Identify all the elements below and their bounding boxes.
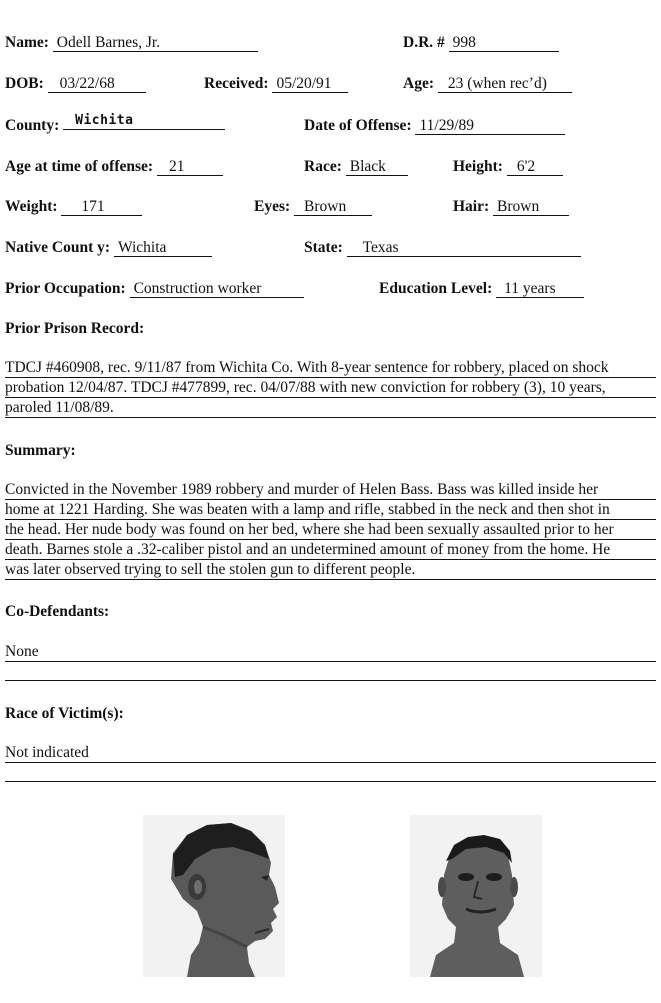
prior-prison-record-line: paroled 11/08/89. [5, 398, 656, 418]
received-value: 05/20/91 [272, 76, 348, 93]
age-at-offense-value: 21 [157, 159, 223, 176]
prior-prison-record-line: TDCJ #460908, rec. 9/11/87 from Wichita Co. With 8-year sentence for robbery, placed on shock [5, 358, 656, 378]
summary-line: the head. Her nude body was found on her bed, where she had been sexually assaulted prior to her [5, 520, 656, 540]
height-label: Height: [453, 158, 503, 175]
race-of-victims-blank-rule [5, 781, 656, 782]
summary-text [5, 480, 656, 580]
front-photo-image [410, 815, 542, 977]
summary-line: home at 1221 Harding. She was beaten with a lamp and rifle, stabbed in the neck and then shot in [5, 500, 656, 520]
native-county-label: Native Count y: [5, 239, 111, 256]
native-county-row [5, 239, 212, 257]
education-level-value: 11 years [496, 281, 584, 298]
age-at-offense-label: Age at time of offense: [5, 158, 154, 175]
hair-row [453, 198, 569, 216]
dob-value: 03/22/68 [48, 76, 146, 93]
education-level-label: Education Level: [379, 280, 493, 297]
summary-line: Convicted in the November 1989 robbery and murder of Helen Bass. Bass was killed inside her [5, 480, 656, 500]
age-label: Age: [403, 75, 434, 92]
dr-row [403, 34, 559, 52]
prior-prison-record-heading: Prior Prison Record: [5, 320, 145, 337]
state-label: State: [304, 239, 343, 256]
age-row [403, 75, 572, 93]
summary-line: was later observed trying to sell the stolen gun to different people. [5, 560, 656, 580]
state-row [304, 239, 581, 257]
prior-occupation-value: Construction worker [130, 281, 304, 298]
age-value: 23 (when rec’d) [438, 76, 572, 93]
weight-value: 171 [61, 199, 142, 216]
date-of-offense-row [304, 117, 565, 135]
weight-row [5, 198, 142, 216]
date-of-offense-value: 11/29/89 [415, 118, 565, 135]
race-of-victims-value: Not indicated [5, 743, 656, 763]
profile-photo-image [143, 815, 285, 977]
state-value: Texas [347, 240, 581, 257]
county-value: Wichita [63, 113, 225, 130]
dob-label: DOB: [5, 75, 44, 92]
race-value: Black [346, 159, 408, 176]
name-label: Name: [5, 34, 49, 51]
county-label: County: [5, 117, 60, 134]
age-at-offense-row [5, 158, 223, 176]
race-label: Race: [304, 158, 342, 175]
dob-row [5, 75, 146, 93]
date-of-offense-label: Date of Offense: [304, 117, 412, 134]
race-of-victims-heading: Race of Victim(s): [5, 705, 124, 722]
eyes-value: Brown [294, 199, 372, 216]
name-value: Odell Barnes, Jr. [53, 35, 258, 52]
native-county-value: Wichita [114, 240, 212, 257]
hair-value: Brown [493, 199, 569, 216]
weight-label: Weight: [5, 198, 58, 215]
eyes-label: Eyes: [254, 198, 291, 215]
prior-occupation-label: Prior Occupation: [5, 280, 126, 297]
county-row [5, 113, 225, 136]
race-of-victims-text [5, 743, 656, 763]
summary-heading: Summary: [5, 442, 76, 459]
dr-label: D.R. # [403, 34, 445, 51]
prior-prison-record-text [5, 358, 656, 418]
co-defendants-blank-rule [5, 680, 656, 681]
co-defendants-text [5, 642, 656, 662]
education-level-row [379, 280, 584, 298]
summary-line: death. Barnes stole a .32-caliber pistol and an undetermined amount of money from the home. He [5, 540, 656, 560]
race-row [304, 158, 408, 176]
hair-label: Hair: [453, 198, 490, 215]
height-value: 6'2 [507, 159, 563, 176]
height-row [453, 158, 563, 176]
received-row [204, 75, 348, 93]
profile-photo [143, 815, 285, 977]
co-defendants-heading: Co-Defendants: [5, 603, 110, 620]
prior-prison-record-line: probation 12/04/87. TDCJ #477899, rec. 04/07/88 with new conviction for robbery (3), 10 years, [5, 378, 656, 398]
prior-occupation-row [5, 280, 304, 298]
dr-value: 998 [449, 35, 559, 52]
co-defendants-value: None [5, 642, 656, 662]
received-label: Received: [204, 75, 269, 92]
eyes-row [254, 198, 372, 216]
front-photo [410, 815, 542, 977]
name-row [5, 34, 258, 52]
